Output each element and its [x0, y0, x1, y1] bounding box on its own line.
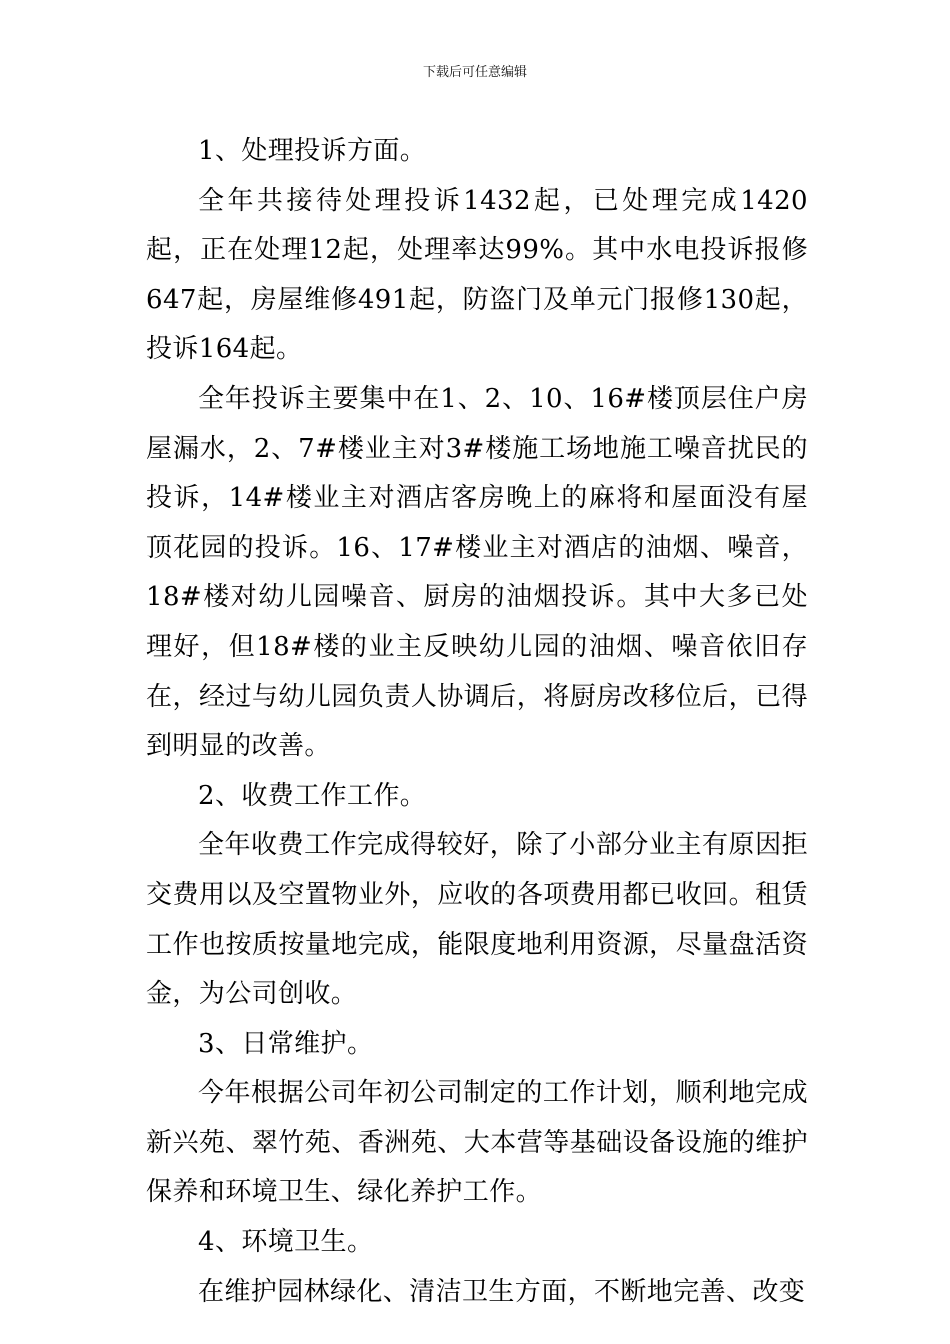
paragraph-maintenance: 今年根据公司年初公司制定的工作计划，顺利地完成新兴苑、翠竹苑、香洲苑、大本营等基础设备设施的维护保养和环境卫生、绿化养护工作。	[146, 1078, 808, 1208]
paragraph-sanitation: 在维护园林绿化、清洁卫生方面，不断地完善、改变	[198, 1276, 806, 1307]
section-heading-complaints: 1、处理投诉方面。	[198, 136, 427, 166]
paragraph-complaint-stats: 全年共接待处理投诉1432起，已处理完成1420起，正在处理12起，处理率达99%。其中水电投诉报修647起，房屋维修491起，防盗门及单元门报修130起，投诉164起。	[146, 185, 808, 365]
section-heading-fees: 2、收费工作工作。	[198, 780, 427, 811]
section-heading-sanitation: 4、环境卫生。	[198, 1227, 374, 1258]
page-header	[0, 64, 950, 82]
paragraph-fees: 全年收费工作完成得较好，除了小部分业主有原因拒交费用以及空置物业外，应收的各项费用都已收回。租赁工作也按质按量地完成，能限度地利用资源，尽量盘活资金，为公司创收。	[146, 830, 808, 1010]
document-body	[146, 127, 808, 1317]
section-heading-maintenance: 3、日常维护。	[198, 1028, 374, 1059]
paragraph-complaint-details: 全年投诉主要集中在1、2、10、16#楼顶层住户房屋漏水，2、7#楼业主对3#楼施工场地施工噪音扰民的投诉，14#楼业主对酒店客房晚上的麻将和屋面没有屋顶花园的投诉。16、17#楼业主对酒店的油烟、噪音，18#楼对幼儿园噪音、厨房的油烟投诉。其中大多已处理好，但18#楼的业主反映幼儿园的油烟、噪音依旧存在，经过与幼儿园负责人协调后，将厨房改移位后，已得到明显的改善。	[146, 383, 808, 762]
download-note: 下载后可任意编辑	[422, 65, 527, 80]
